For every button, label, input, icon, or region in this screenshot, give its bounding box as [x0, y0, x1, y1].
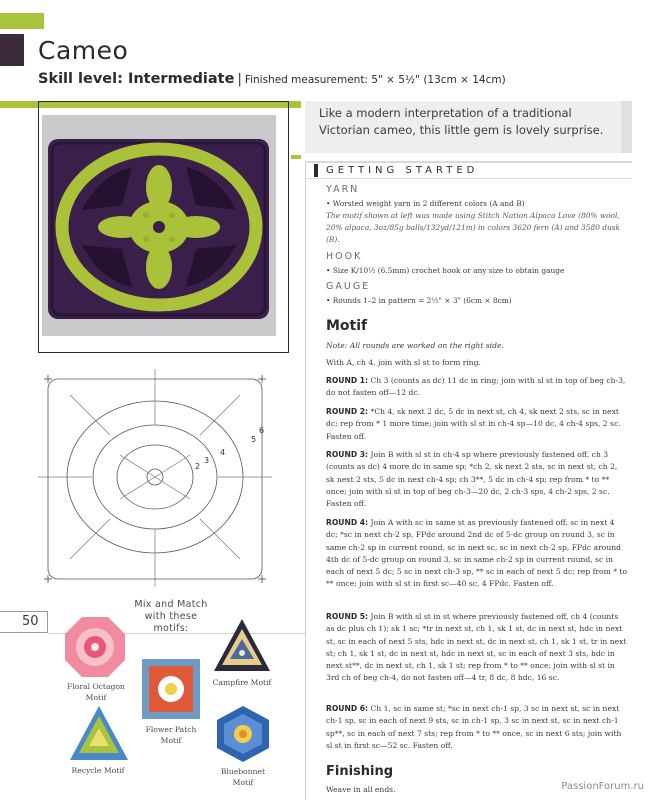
intro-band-edge [621, 101, 632, 153]
yarn-note: The motif shown at left was made using Stitch Nation Alpaca Love (80% wool, 20% alpaca, 3oz/85g balls/132yd/121m) in colors 3620 fern (A) and 3580 dusk (B). [326, 211, 621, 244]
round-4: ROUND 4: Join A with sc in same st as previously fastened off, sc in next 4 dc; *sc in next ch-2 sp, FPdc around 2nd dc of 5-dc group on round 3, sc in same ch-2 sp in current round, sc in next sc, sc in next ch-2 sp, FPdc around 4th dc of 5-dc group on round 3, sc in same ch-2 sp in current round, sc in each of next 5 dc; 5 sc in next ch-3 sp, ** sc in each of next 5 dc; rep from * to ** once; join with sl st in first sc—40 sc, 4 FPdc. Fasten off. [326, 518, 628, 589]
motif-start: With A, ch 4, join with sl st to form ring. [326, 358, 481, 367]
gs-marker [314, 164, 318, 177]
gauge-label: GAUGE [326, 281, 371, 292]
caption-campfire: Campfire Motif [212, 678, 272, 687]
subtitle-line [38, 68, 506, 87]
caption-recycle: Recycle Motif [71, 766, 125, 775]
rule-green-right [291, 101, 301, 108]
recycle-thumb [68, 704, 130, 762]
intro-text: Like a modern interpretation of a traditional Victorian cameo, this little gem is lovely surprise. [319, 106, 604, 137]
hook-item: • Size K/10½ (6.5mm) crochet hook or any size to obtain gauge [326, 266, 565, 275]
watermark: PassionForum.ru [561, 781, 644, 792]
chart-label-4: 4 [220, 448, 226, 457]
round-3: ROUND 3: Join B with sl st in ch-4 sp where previously fastened off, ch 3 (counts as dc) 4 more dc in same sp; *ch 2, sk next 2 sts, sc in next st, ch 2, sk next 2 sts, 5 dc in next ch-4 sp; ch 3**, 5 dc in ch-4 sp; rep from * to ** once; join with sl st in top of beg ch-3—20 dc, 2 ch-3 sps, 4 ch-2 sps, 2 sc. Fasten off. [326, 450, 618, 509]
bluebonnet-thumb [214, 704, 272, 764]
campfire-thumb [212, 617, 272, 673]
motif-heading: Motif [326, 318, 368, 334]
gauge-item: • Rounds 1–2 in pattern = 2½" × 3" (6cm × 8cm) [326, 296, 512, 305]
rule-green-under [291, 155, 301, 159]
subtitle-separator: | [237, 72, 242, 87]
skill-level: Skill level: Intermediate [38, 71, 235, 87]
motif-photo [42, 115, 276, 336]
round-5: ROUND 5: Join B with sl st in st where previously fastened off, ch 4 (counts as dc plus ch 1); sk 1 sc; *tr in next st, ch 1, sk 1 st, dc in next st, hdc in next st, sc in each of next 5 sts, hdc in next st, dc in next st, ch 1, sk 1 st, tr in next st; ch 1, sk 1 st, dc in next st, hdc in next st, sc in each of next 3 sts, hdc in next st**, dc in next st, ch 1, sk 1 st; rep from * to ** once; join with sl st in 3rd ch of beg ch-4, do not fasten off—4 tr, 8 dc, 8 hdc, 16 sc. [326, 612, 627, 683]
crochet-chart [30, 365, 280, 595]
chart-label-6: 6 [259, 426, 265, 435]
yarn-item: • Worsted weight yarn in 2 different colors (A and B) [326, 199, 525, 208]
motif-note: Note: All rounds are worked on the right side. [326, 341, 504, 350]
caption-floral-octagon: Floral Octagon Motif [67, 682, 125, 702]
column-divider [305, 161, 306, 800]
page-number: 50 [22, 614, 39, 629]
header-bar-dark [0, 34, 24, 66]
round-6: ROUND 6: Ch 1, sc in same st; *sc in next ch-1 sp, 3 sc in next st, sc in next ch-1 sp, sc in each of next 9 sts, sc in ch-1 sp, 3 sc in next st, sc in next ch-1 sp**, sc in each of next 7 sts; rep from * to ** once, sc in next 6 sts; join with sl st in first sc—52 sc. Fasten off. [326, 704, 622, 750]
motif-photo-image [42, 115, 276, 336]
chart-label-3: 3 [204, 456, 210, 465]
gs-rule-bottom [305, 178, 632, 179]
flower-patch-thumb [140, 657, 202, 721]
finishing-heading: Finishing [326, 764, 394, 779]
page-title: Cameo [38, 36, 129, 65]
finishing-text: Weave in all ends. [326, 785, 396, 794]
floral-octagon-thumb [62, 614, 128, 680]
yarn-label: YARN [326, 184, 360, 195]
round-2: ROUND 2: *Ch 4, sk next 2 dc, 5 dc in next st, ch 4, sk next 2 sts, sc in next dc; rep from * 1 more time; join with sl st in ch-4 sp—10 dc, 4 ch-4 sps, 2 sc. Fasten off. [326, 407, 621, 441]
caption-flower-patch: Flower Patch Motif [145, 725, 197, 745]
gs-rule-top [305, 161, 632, 163]
caption-bluebonnet: Bluebonnet Motif [220, 767, 266, 787]
chart-label-5: 5 [251, 435, 257, 444]
mix-match-title: Mix and Match with these motifs: [134, 599, 208, 634]
finished-measurement: Finished measurement: 5" × 5½" (13cm × 14cm) [244, 74, 506, 86]
header-bar-green [0, 13, 44, 29]
round-1: ROUND 1: Ch 3 (counts as dc) 11 dc in ring; join with sl st in top of beg ch-3, do not fasten off—12 dc. [326, 376, 626, 398]
getting-started-heading: GETTING STARTED [326, 165, 479, 176]
hook-label: HOOK [326, 251, 363, 262]
chart-label-2: 2 [195, 462, 201, 471]
